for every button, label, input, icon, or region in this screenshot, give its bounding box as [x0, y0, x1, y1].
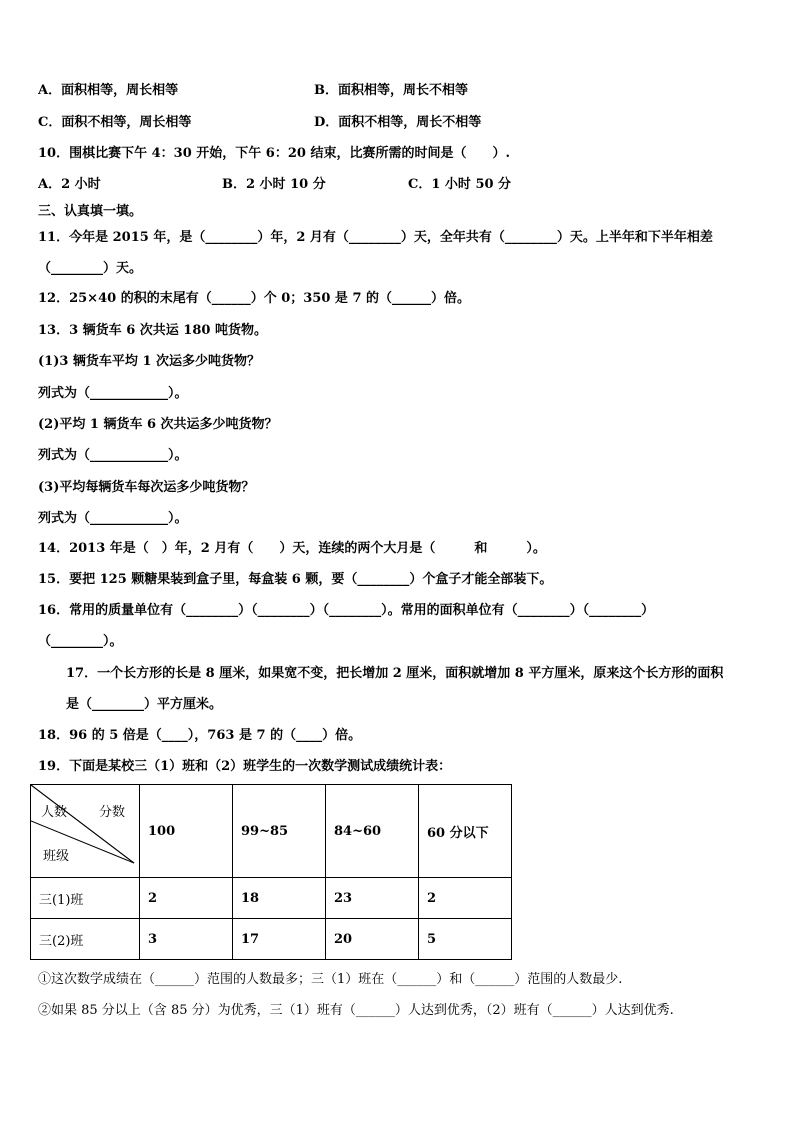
q13-part1: (1)3 辆货车平均 1 次运多少吨货物？	[38, 354, 261, 369]
section-heading: 三、认真填一填。	[38, 204, 143, 219]
q10-option-b: B．2 小时 10 分	[222, 177, 326, 192]
q14-text: 14．2013 年是（ ）年，2 月有（ ）天，连续的两个大月是（ 和 ）。	[38, 541, 546, 556]
q10-option-a: A．2 小时	[38, 177, 101, 192]
table-cell: 5	[419, 919, 512, 960]
q13-part2: (2)平均 1 辆货车 6 次共运多少吨货物？	[38, 417, 278, 432]
table-cell: 2	[419, 878, 512, 919]
table-cell: 17	[233, 919, 326, 960]
table-cell: 20	[326, 919, 419, 960]
corner-label-class: 班级	[43, 849, 70, 864]
q9-option-d: D．面积不相等，周长不相等	[314, 115, 482, 130]
q11-line2: （________）天。	[38, 261, 143, 276]
corner-label-score: 分数	[99, 805, 126, 820]
table-cell: 18	[233, 878, 326, 919]
q19-sub1: ①这次数学成绩在（______）范围的人数最多；三（1）班在（______）和（______）范围的人数最少.	[38, 972, 623, 987]
q12-text: 12．25×40 的积的末尾有（______）个 0；350 是 7 的（______）倍。	[38, 291, 471, 306]
q13-part3: (3)平均每辆货车每次运多少吨货物？	[38, 480, 255, 495]
table-cell: 23	[326, 878, 419, 919]
q17-line2: 是（________）平方厘米。	[66, 697, 223, 712]
q10-text: 10．围棋比赛下午 4：30 开始，下午 6：20 结束，比赛所需的时间是（ ）.	[38, 146, 510, 161]
q13-answer3: 列式为（____________）。	[38, 511, 188, 526]
corner-label-people: 人数	[41, 805, 68, 820]
q16-line2: （________）。	[38, 634, 123, 649]
q10-option-c: C．1 小时 50 分	[408, 177, 512, 192]
q13-answer2: 列式为（____________）。	[38, 448, 188, 463]
table-cell: 2	[140, 878, 233, 919]
q9-option-a: A．面积相等，周长相等	[38, 83, 179, 98]
row-label: 三(1)班	[31, 878, 140, 919]
q13-answer1: 列式为（____________）。	[38, 386, 188, 401]
table-cell: 3	[140, 919, 233, 960]
q16-line1: 16．常用的质量单位有（________）（________）（________）。常用的面积单位有（________）（________）	[38, 603, 655, 618]
q19-sub2: ②如果 85 分以上（含 85 分）为优秀，三（1）班有（______）人达到优秀，（2）班有（______）人达到优秀.	[38, 1003, 674, 1018]
table-corner-cell	[31, 785, 140, 878]
q13-stem: 13．3 辆货车 6 次共运 180 吨货物。	[38, 323, 267, 338]
q18-text: 18．96 的 5 倍是（____），763 是 7 的（____）倍。	[38, 728, 362, 743]
q17-line1: 17．一个长方形的长是 8 厘米，如果宽不变，把长增加 2 厘米，面积就增加 8 平方厘米，原来这个长方形的面积	[66, 666, 724, 681]
header-cell: 84~60	[326, 785, 419, 878]
table-row	[31, 878, 512, 919]
header-cell: 99~85	[233, 785, 326, 878]
table-row	[31, 919, 512, 960]
q9-option-b: B．面积相等，周长不相等	[314, 83, 468, 98]
header-cell: 100	[140, 785, 233, 878]
q9-option-c: C．面积不相等，周长相等	[38, 115, 192, 130]
q11-line1: 11．今年是 2015 年，是（________）年，2 月有（________）天，全年共有（________）天。上半年和下半年相差	[38, 230, 713, 245]
header-cell: 60 分以下	[419, 785, 512, 878]
table-header-row	[31, 785, 512, 878]
score-table	[30, 784, 512, 960]
q19-stem: 19．下面是某校三（1）班和（2）班学生的一次数学测试成绩统计表：	[38, 759, 452, 774]
q15-text: 15．要把 125 颗糖果装到盒子里，每盒装 6 颗，要（________）个盒子才能全部装下。	[38, 572, 553, 587]
row-label: 三(2)班	[31, 919, 140, 960]
